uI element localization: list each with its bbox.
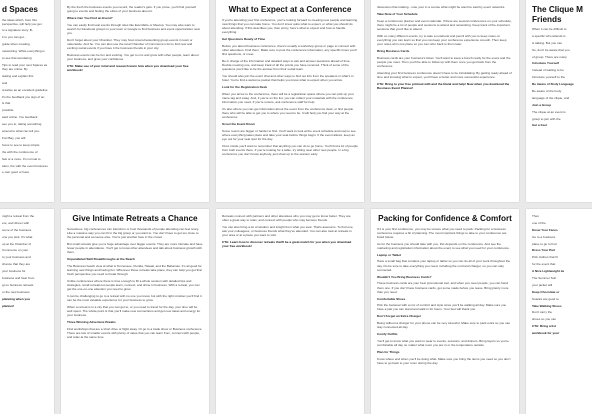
paragraph: It can be challenging to go to a retreat with no one you know, but with the right mindset you'll find it can be the most valuable experience for your business to grow. <box>67 293 202 302</box>
paragraph: planning when you <box>2 296 31 301</box>
paragraph: the with the conference of <box>2 149 38 154</box>
page-title: Packing for Confidence & Comfort <box>378 214 512 223</box>
document-page-4 <box>371 0 519 202</box>
paragraph: Before you attend business conference, there's usually a workshop group or page to connect with other attendees. Find them. Make sure to post the conference information, any specific times you'll find questions, or meet. <box>222 43 357 56</box>
paragraph: stating and explain this <box>2 73 34 78</box>
paragraph: Business events can be fun and exciting. You get to mix and grow with other people, learn about your business, and grow your confidence. <box>67 53 199 62</box>
paragraph: Commerce on your <box>2 248 29 253</box>
page-body <box>532 27 592 128</box>
cta-paragraph: CTA: Learn how to discover retreats that'll be a great match for you when you download your free workbook! <box>222 240 352 249</box>
section-heading: Introduce Yourself <box>532 61 560 66</box>
document-page-2 <box>61 0 209 202</box>
paragraph: place to go to find <box>532 241 557 246</box>
paragraph: Unlike conferences where there is time enough to fill a whole session with detailed tips and strategies, small retreats let people learn, connect, and shine in business. With a retreat, you can get the one-on-one attention you need to grow. <box>67 278 200 291</box>
section-heading: Unparalleled Skill Breakthroughs at the Beach <box>67 256 135 261</box>
paragraph: networking. While everything is <box>2 49 45 54</box>
document-page-10 <box>526 209 592 414</box>
paragraph: chance that they are <box>2 262 31 267</box>
paragraph: Once inside you'll want to remember that anything you can do to go home. You'll find a lot of people from both events there. If you're looking for a table, try sitting near other new people. In a big conference you don't know anybody, just show up to the session early. <box>222 143 358 156</box>
paragraph: discussion that relating - note your in a course what might be want be said by event networks. <box>377 5 506 9</box>
paragraph: The Business beach view at what is Tennessee, Florida, Hawaii, and the Bahamas. It's all good for learning new things and having fun. Wherever these retreats take place, they can help you get that fresh perspective you need to break through. <box>67 263 202 276</box>
section-heading: Wouldn't You Bring Business Cards? <box>377 274 432 279</box>
paragraph: is talking. But you can <box>532 40 563 45</box>
section-heading: Get Questions Ready of Time <box>222 36 266 41</box>
section-heading: Know Your Faces <box>532 227 558 232</box>
paragraph: Be in charge of the information and detailed ways to ask and answer questions ahead of time. Decide meeting one, and keep track of all the points you have received. Think of some of the questions you'd like to be the answer from their social team. <box>222 58 351 71</box>
paragraph: By the fresh the business events you record, the reader's gets. If you prove, you'll find yourself going to events and finding the ethos of your business about it. <box>67 5 196 14</box>
paragraph: Being without a charger for your phone can be very stressful. Make sure to pack extra so you can stay connected all day. <box>377 321 511 330</box>
page-body <box>222 214 358 248</box>
paragraph: Fort Bay, you will <box>2 135 26 140</box>
paragraph: creative as an excellent guideline <box>2 87 48 92</box>
cta-paragraph: CTA: Make use of your mind and research learn how when you download your free workbook! <box>67 64 189 73</box>
page-title: Give Intimate Retreats a Chance <box>72 214 198 223</box>
paragraph: You'll get to know what you want to wear to events, sessions, and dinners. Bring layers so you're comfortable all day no matter what room you are in or the temperature outside. <box>377 339 509 348</box>
paragraph: e own good or have <box>2 170 30 175</box>
paragraph: guide when creating <box>2 42 30 47</box>
paragraph: Have a small bag that contains your laptop or tablet so you can do all of your work throughout the day. Do be sure to take everything you need, including the cord and charger, so you can stay connected. <box>377 259 511 272</box>
paragraph: When it can be difficult to <box>532 27 567 31</box>
section-heading: Take Walking Shoes <box>532 303 562 308</box>
section-heading: Comfortable Shoes <box>377 296 406 301</box>
paragraph: Know where and when you'll be doing what. Make sure you bring the items you need so you don't have to go back to your room during the day. <box>377 357 511 366</box>
paragraph: your business for <box>2 269 26 274</box>
paragraph: Sometimes, big conferences can transform or host thousands of people attending can feel scary. Like a massive way you can fit in the big group or you want to. You don't have to get too close to the personal and someone else. You're just another face in the crowd. <box>67 226 200 239</box>
section-heading: Laptop or Tablet <box>377 252 402 257</box>
paragraph: As for the business you should take with you, this depends on the conference. And see the marketing and registration information about the event to see what you need for your conference. <box>377 241 510 250</box>
paragraph: business and hear from <box>2 276 35 281</box>
section-heading: Scout the Event Room <box>222 121 256 126</box>
paragraph: group to join with the <box>532 116 561 121</box>
page-body <box>67 227 203 339</box>
cta-paragraph: CTA: Bring a list <box>532 324 557 329</box>
page-body <box>377 5 513 90</box>
section-heading: Keep Chocolate or <box>532 289 560 294</box>
paragraph: When a retreat is in a city that you can get to, or you need to travel for the day, your time will be well spent. The whole point is that you'll make new connections and get new ideas and energy for your business. <box>67 304 201 317</box>
paragraph: ated online. You feedback <box>2 115 38 120</box>
paragraph: Then <box>532 214 540 218</box>
paragraph: it's the feedback you sign of an <box>2 94 45 99</box>
paragraph: up at the Chamber of <box>2 241 32 246</box>
paragraph: With so many different events, try to take a notebook and pencil with you to keep notes on everything you can learn so that you can keep your conference experience smooth. Then keep your notes all in one place so you can refer back to them later. <box>377 33 507 47</box>
paragraph: When you arrive to the conference, there will be a registration space where you can pick up your name tag and swag. And, if you're on the list, you can collect your materials with the conference information you need. If you're unsure, ask conference staff for help. <box>222 91 354 104</box>
section-heading: Be Aware of Body Language <box>532 82 574 87</box>
paragraph: Find workshops that are a short drive or flight away. Or go to a trade show or Business conference. There are lots of smaller events with plenty of value that you can learn from, connect with people, and relax at the same time. <box>67 326 203 339</box>
section-heading: Look for the Registration Desk <box>222 84 268 89</box>
document-page-1 <box>0 0 54 202</box>
paragraph: shoes so you can <box>532 317 557 322</box>
paragraph: The Summer Suit <box>532 276 557 281</box>
section-heading: Plan for Things <box>377 350 400 355</box>
page-title: What to Expect at a Conference <box>228 5 352 14</box>
paragraph: might a retreat from the <box>2 214 35 218</box>
paragraph: Attending your first business conference doesn't have to be intimidating. By getting ready ahead of time and knowing what to expect, you'll have a better and more successful experience. <box>377 70 512 79</box>
cta-paragraph: workbook for your <box>532 331 560 336</box>
paragraph: So, don't be aware that you <box>532 47 570 52</box>
paragraph: Tips to read your next Spaces as they are online. By <box>2 62 48 72</box>
paragraph: If it is your first conference, you may be unsure what you need to pack. Packing for a business conference requires a bit of planning. The most important things to take to your conference are listed below. <box>377 226 507 239</box>
document-page-3 <box>216 0 364 202</box>
paragraph: the ideas which, from this perspective, will help you get <box>2 17 42 26</box>
paragraph: You should also join the event chat and other ways to find out info from the speakers in what's in hotel. You're find a welcome packet that helps you know what to expect when you arrive. <box>222 73 354 82</box>
paragraph: a specific who attends is <box>532 33 566 38</box>
section-heading: Bring Business Cards <box>377 48 410 53</box>
section-heading: Comfy Outfits <box>377 332 398 337</box>
document-page-9 <box>371 209 519 414</box>
paragraph: go to business retreats <box>2 282 34 287</box>
page-title-line-2: Friends <box>532 14 562 24</box>
paragraph: You can easily find local events through sites like Eventbrite or Meetup. You may also want to search for Facebook groups in your town or Google to find business and event opportunities near you. <box>67 22 200 36</box>
page-body <box>222 18 358 157</box>
paragraph: to your business and <box>2 255 31 260</box>
paragraph: it to you can get - <box>2 35 26 40</box>
paragraph: You can also bring a lot of wisdom and insight from what you took. That's awesome. To find one, ask your colleagues, or business friends what they've attended. You can also look at retreats in your area or at a place you want to visit. <box>222 224 354 238</box>
page-body <box>532 214 592 335</box>
paragraph: one of the <box>532 220 546 225</box>
cta-paragraph: CTA: Bring to your free printout with and the blank and help! Now when you download the Business Event Planner! <box>377 81 510 90</box>
section-heading: A Nice Lightweight Ja <box>532 269 565 274</box>
section-heading: Three Winning Adventure Breaks <box>67 319 116 324</box>
paragraph: for the event that <box>532 262 556 267</box>
paragraph: If you're attending your first conference, you're looking forward to meeting new people and learning new things that you can take home. You don't know quite what to expect, or what you should do about attending. If this describes you, then worry, here's what to expect and how to handle everything. <box>222 17 358 34</box>
document-page-6 <box>0 209 54 414</box>
paragraph: Pick clothes that fit <box>532 255 558 260</box>
paragraph: Instead of waiting to be <box>532 68 564 73</box>
section-heading: Get a Feel <box>532 123 547 128</box>
paragraph: of group. There are many <box>532 54 567 59</box>
paragraph: to a signature story. B- <box>2 28 33 33</box>
page-body <box>67 5 203 72</box>
page-body <box>2 18 48 175</box>
document-page-7 <box>61 209 209 414</box>
paragraph: Some rooms are bigger or harder to find. You'll want to look at the event schedule and map to see where everything takes place and take your seat before things begin. If the event allows, keep an eye out for your seat spot for the day. <box>222 128 356 141</box>
document-page-8 <box>216 209 364 414</box>
paragraph: one you pick. It's what <box>2 234 33 239</box>
paragraph: Keep a conference planner and event calendar. If there are several conferences on your schedule, there might be a lot of people and sessions to attend and networking. Keep track of the important sessions that you'd like to attend. <box>377 18 512 31</box>
paragraph: focus to see to keep simple <box>2 142 40 147</box>
paragraph: These business cards are your best promotional tool, and when you meet people, you can hand them one. If you don't have business cards, get some made before you leave. Bring plenty more than you need. <box>377 281 509 294</box>
section-heading: Don't Forget an Extra Charger <box>377 314 422 319</box>
paragraph: But small retreats give you a huge advantage over bigger events. They are more intimate and have fewer people in attendance. You'll get to know other attendees and talk about business growth with them. <box>67 241 203 254</box>
paragraph: is that <box>2 101 11 106</box>
paragraph: and <box>2 80 8 85</box>
paragraph: introduce yourself to the <box>532 75 566 80</box>
paragraph: Go to a business <box>532 234 556 239</box>
paragraph: Be aware of the body <box>532 89 562 94</box>
document-page-5 <box>526 0 592 202</box>
paragraph: Business cards are your business's ticket. You'll want to keep a bunch ready for the event and the people you meet. Then you'll be able to follow up with them once you get back from the conference. <box>377 55 511 69</box>
paragraph: or the new business <box>2 289 30 294</box>
paragraph: ation, the with the event business <box>2 163 48 168</box>
paragraph: possible. <box>2 108 15 113</box>
paragraph: see you to, taking something <box>2 122 42 127</box>
paragraph: some of the business <box>2 227 32 232</box>
paragraph: your jacket will <box>532 282 553 287</box>
paragraph: Retreats connect with partners and other attendees who you may get to know better. They are often a great way to relax, and connect with people who may become friends. <box>222 214 351 223</box>
page-title: The Clique M <box>532 5 583 14</box>
page-title: d Spaces <box>2 5 38 14</box>
paragraph: to see that wondering <box>2 56 32 61</box>
section-heading: Join a Group <box>532 102 552 107</box>
section-heading: Where Can You Find an Event? <box>67 15 113 20</box>
page-body <box>377 227 513 366</box>
paragraph: language of the clique, and <box>532 95 570 100</box>
paragraph: Pick the footwear with a mix of comfort and style since you'll be walking all day. Make sure you have a pair you can stand and walk in for hours. Your feet will thank you. <box>377 303 507 312</box>
page-body <box>2 214 48 308</box>
section-heading: Take Note of Your Schedule <box>377 11 418 16</box>
paragraph: Don't carry the <box>532 310 553 315</box>
paragraph: around to what can tell you. <box>2 129 40 134</box>
paragraph: The clique at an event is <box>532 109 566 114</box>
paragraph: Don't forget about your Chamber. They may host mixers/networking group events in town or nationwide. And be. You can also use the local Chamber of Commerce's list to find new and exciting social events if you have it the business friends in your city. <box>67 37 193 51</box>
paragraph: planner! <box>2 303 15 308</box>
paragraph: ere, and dinner with <box>2 220 30 225</box>
section-heading: Dress Your Part <box>532 248 556 253</box>
paragraph: fast or a more. It's normal to <box>2 156 41 161</box>
paragraph: It's also where you can get information about the event from the conference desk, or find people there who will be able to get you to where you need to be. It will help you find your way at the conference. <box>222 106 354 119</box>
paragraph: Snacks are good to <box>532 296 559 301</box>
